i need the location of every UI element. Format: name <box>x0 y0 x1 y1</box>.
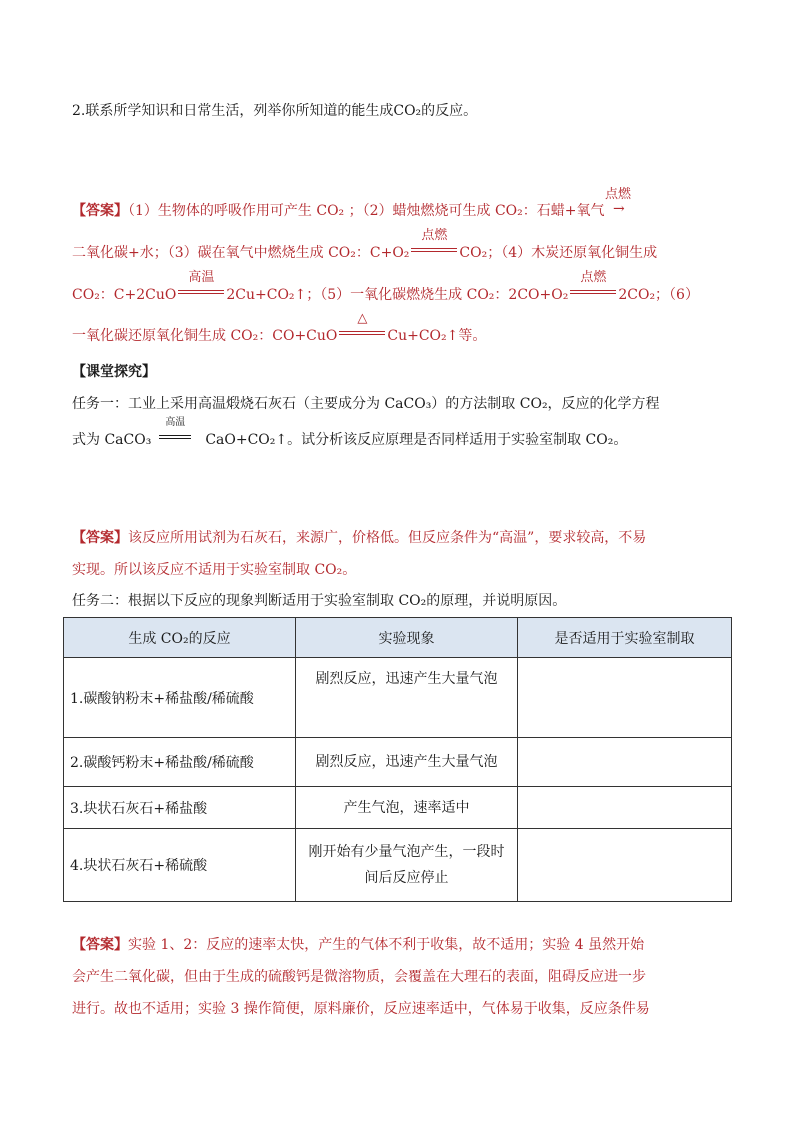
answer-3-line-1: 【答案】实验 1、2：反应的速率太快，产生的气体不利于收集，故不适用；实验 4 虽然开始 <box>72 937 645 953</box>
task-1-line-2: 式为 CaCO₃ 高温 CaO+CO₂↑。试分析该反应原理是否同样适用于实验室制取 CO₂。 <box>72 417 628 448</box>
delta-condition: △ <box>339 326 385 340</box>
ignite-arrow: 点燃 → <box>604 187 631 217</box>
suitability-cell[interactable] <box>518 787 732 829</box>
answer-1-line-4: 一氧化碳还原氧化铜生成 CO₂：CO+CuO △ Cu+CO₂↑等。 <box>72 311 487 344</box>
reaction-cell: 1.碳酸钠粉末+稀盐酸/稀硫酸 <box>64 658 296 738</box>
phenomenon-cell: 产生气泡，速率适中 <box>296 787 518 829</box>
heat-condition: 高温 <box>159 430 191 444</box>
suitability-cell[interactable] <box>518 658 732 738</box>
suitability-cell[interactable] <box>518 738 732 787</box>
task-1-line-1: 任务一：工业上采用高温煅烧石灰石（主要成分为 CaCO₃）的方法制取 CO₂，反应的化学方程 <box>72 396 660 412</box>
reaction-cell: 2.碳酸钙粉末+稀盐酸/稀硫酸 <box>64 738 296 787</box>
table-row <box>64 787 732 829</box>
table-row <box>64 829 732 902</box>
table-header-row <box>64 618 732 658</box>
answer-tag: 【答案】 <box>72 203 128 219</box>
task-2: 任务二：根据以下反应的现象判断适用于实验室制取 CO₂的原理，并说明原因。 <box>72 593 567 609</box>
answer-3-line-2: 会产生二氧化碳，但由于生成的硫酸钙是微溶物质，会覆盖在大理石的表面，阻碍反应进一步 <box>72 969 646 985</box>
section-title: 【课堂探究】 <box>72 364 156 380</box>
phenomenon-cell: 刚开始有少量气泡产生，一段时间后反应停止 <box>296 829 518 902</box>
phenomenon-cell: 剧烈反应，迅速产生大量气泡 <box>296 658 518 738</box>
ignite-condition: 点燃 <box>570 285 616 299</box>
phenomenon-cell: 剧烈反应，迅速产生大量气泡 <box>296 738 518 787</box>
reaction-cell: 4.块状石灰石+稀硫酸 <box>64 829 296 902</box>
answer-2-line-1: 【答案】该反应所用试剂为石灰石，来源广，价格低。但反应条件为“高温”，要求较高，不易 <box>72 530 647 546</box>
answer-1-line-3: CO₂：C+2CuO 高温 2Cu+CO₂↑；（5）一氧化碳燃烧生成 CO₂：2CO+O₂ 点燃 2CO₂；（6） <box>72 270 699 303</box>
column-header: 生成 CO₂的反应 <box>64 618 296 658</box>
heat-condition: 高温 <box>178 285 224 299</box>
reaction-cell: 3.块状石灰石+稀盐酸 <box>64 787 296 829</box>
reaction-table <box>63 617 732 902</box>
column-header: 是否适用于实验室制取 <box>518 618 732 658</box>
table-row <box>64 658 732 738</box>
answer-1-line-2: 二氧化碳+水；（3）碳在氧气中燃烧生成 CO₂：C+O₂ 点燃 CO₂；（4）木炭还原氧化铜生成 <box>72 228 658 261</box>
suitability-cell[interactable] <box>518 829 732 902</box>
answer-1-line-1: 【答案】（1）生物体的呼吸作用可产生 CO₂ ；（2）蜡烛燃烧可生成 CO₂：石蜡+氧气 点燃 → <box>72 187 631 219</box>
ignite-condition: 点燃 <box>411 243 457 257</box>
answer-3-line-3: 进行。故也不适用；实验 3 操作简便，原料廉价，反应速率适中，气体易于收集，反应条件易 <box>72 1001 650 1017</box>
answer-2-line-2: 实现。所以该反应不适用于实验室制取 CO₂。 <box>72 562 357 578</box>
question-2: 2.联系所学知识和日常生活，列举你所知道的能生成CO₂的反应。 <box>72 103 478 119</box>
column-header: 实验现象 <box>296 618 518 658</box>
table-row <box>64 738 732 787</box>
